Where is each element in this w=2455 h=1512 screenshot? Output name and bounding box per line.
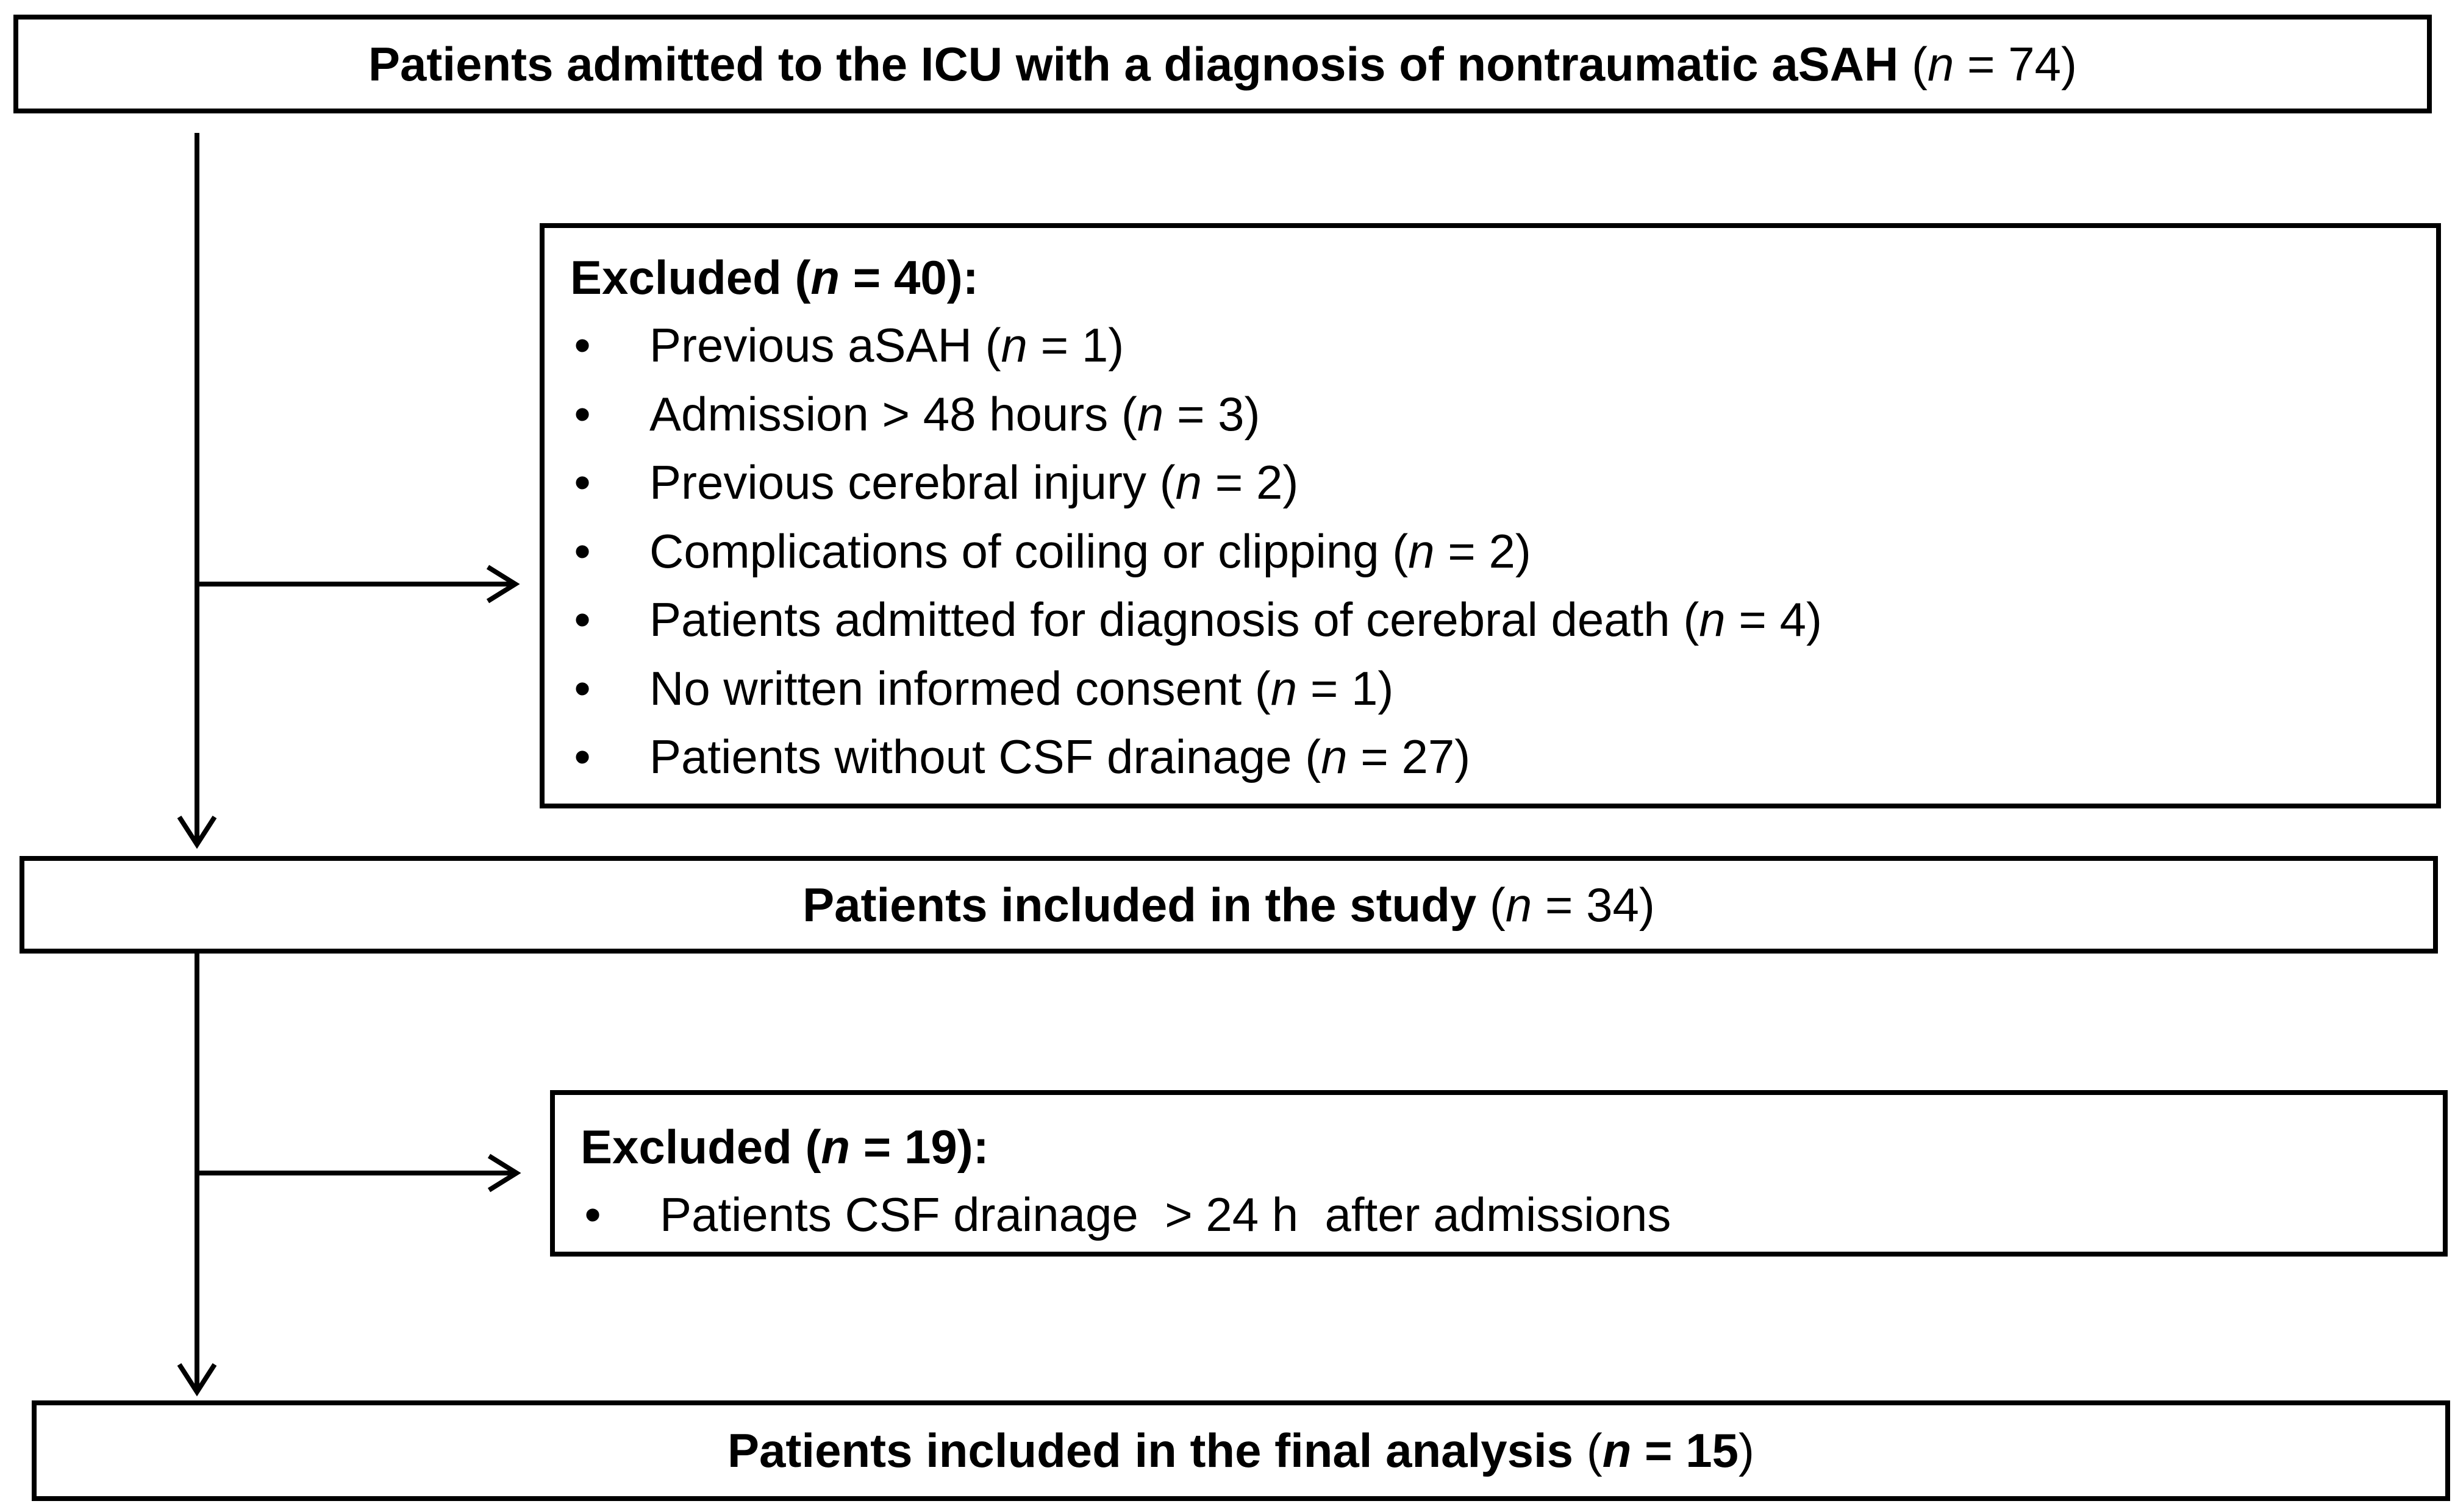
bullet-icon: • — [574, 455, 591, 509]
included-n-value: = 34) — [1532, 877, 1655, 932]
final-n-value: = 15 — [1631, 1424, 1739, 1477]
included-label: Patients included in the study — [802, 877, 1477, 932]
final-n-close: ) — [1739, 1424, 1754, 1477]
excluded-1-title-n: n — [810, 251, 840, 304]
final-label: Patients included in the final analysis — [727, 1424, 1574, 1477]
bullet-icon: • — [574, 730, 591, 783]
admitted-n-value: = 74) — [1954, 37, 2077, 91]
item-text: Patients admitted for diagnosis of cerebral death ( — [649, 593, 1699, 646]
bullet-icon: • — [574, 318, 591, 372]
bullet-icon: • — [574, 387, 591, 441]
list-item — [570, 654, 2436, 723]
excluded-1-list — [570, 311, 2436, 791]
item-n: n — [1001, 318, 1027, 372]
list-item — [570, 517, 2436, 586]
item-n: n — [1408, 524, 1435, 578]
item-n: n — [1699, 593, 1726, 646]
excluded-2-title-suffix: = 19): — [850, 1120, 989, 1174]
admitted-label: Patients admitted to the ICU with a diagnosis of nontraumatic aSAH — [368, 37, 1899, 91]
item-text: Complications of coiling or clipping ( — [649, 524, 1409, 578]
excluded-2-title — [581, 1113, 2443, 1180]
admitted-box — [13, 15, 2432, 113]
item-text: Previous cerebral injury ( — [649, 455, 1176, 509]
list-item — [570, 722, 2436, 791]
excluded-box-2 — [550, 1090, 2448, 1257]
list-item — [570, 448, 2436, 517]
included-n-open: ( — [1476, 877, 1506, 932]
item-value: = 3) — [1163, 387, 1260, 441]
excluded-2-title-prefix: Excluded ( — [581, 1120, 821, 1174]
item-text: Admission > 48 hours ( — [649, 387, 1137, 441]
item-n: n — [1137, 387, 1164, 441]
item-n: n — [1270, 661, 1298, 715]
list-item — [570, 311, 2436, 380]
excluded-2-title-n: n — [821, 1120, 851, 1174]
item-n: n — [1175, 455, 1202, 509]
bullet-icon: • — [584, 1188, 601, 1241]
item-value: = 4) — [1725, 593, 1822, 646]
item-value: = 1) — [1297, 661, 1394, 715]
excluded-1-title-prefix: Excluded ( — [570, 251, 811, 304]
excluded-2-list — [581, 1180, 2443, 1249]
item-value: = 2) — [1202, 455, 1299, 509]
excluded-1-title — [570, 244, 2436, 311]
bullet-icon: • — [574, 524, 591, 578]
admitted-n-open: ( — [1898, 37, 1928, 91]
included-text — [802, 877, 1655, 933]
item-text: Patients without CSF drainage ( — [649, 730, 1321, 783]
bullet-icon: • — [574, 661, 591, 715]
final-n-symbol: n — [1602, 1424, 1632, 1477]
final-n-open: ( — [1573, 1424, 1603, 1477]
bullet-icon: • — [574, 593, 591, 646]
item-value: = 2) — [1434, 524, 1531, 578]
admitted-n-symbol: n — [1927, 37, 1954, 91]
list-item — [570, 380, 2436, 449]
item-value: = 1) — [1027, 318, 1124, 372]
list-item — [581, 1180, 2443, 1249]
list-item — [570, 585, 2436, 654]
item-text: No written informed consent ( — [649, 661, 1271, 715]
excluded-1-title-suffix: = 40): — [840, 251, 979, 304]
included-n-symbol: n — [1505, 877, 1532, 932]
item-value: = 27) — [1347, 730, 1471, 783]
final-box — [32, 1400, 2450, 1501]
final-text — [727, 1423, 1754, 1478]
item-text: Previous aSAH ( — [649, 318, 1001, 372]
excluded-box-1 — [540, 223, 2441, 808]
included-box — [20, 856, 2438, 954]
item-text: Patients CSF drainage > 24 h after admissions — [660, 1188, 1671, 1241]
item-n: n — [1321, 730, 1348, 783]
admitted-text — [368, 37, 2077, 92]
